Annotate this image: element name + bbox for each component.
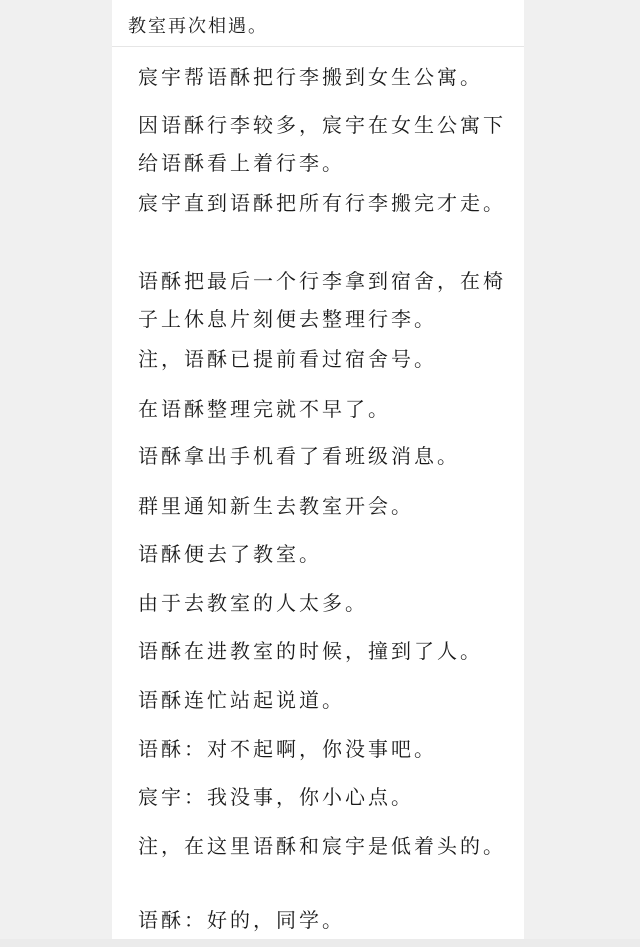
paragraph: 注，在这里语酥和宸宇是低着头的。 [138, 834, 506, 858]
paragraph: 语酥连忙站起说道。 [138, 688, 345, 712]
paragraph: 语酥拿出手机看了看班级消息。 [138, 444, 460, 468]
paragraph: 因语酥行李较多，宸宇在女生公寓下给语酥看上着行李。 [138, 113, 506, 175]
paragraph: 在语酥整理完就不早了。 [138, 397, 391, 421]
bottom-edge [0, 939, 640, 947]
paragraph: 语酥：对不起啊，你没事吧。 [138, 737, 437, 761]
paragraph: 由于去教室的人太多。 [138, 591, 368, 615]
paragraph: 语酥便去了教室。 [138, 542, 322, 566]
paragraph: 宸宇帮语酥把行李搬到女生公寓。 [138, 65, 483, 89]
paragraph: 语酥把最后一个行李拿到宿舍，在椅子上休息片刻便去整理行李。 [138, 269, 506, 331]
page-title: 教室再次相遇。 [128, 16, 268, 37]
paragraph: 语酥在进教室的时候，撞到了人。 [138, 639, 483, 663]
paragraph: 群里通知新生去教室开会。 [138, 494, 414, 518]
paragraph: 语酥：好的，同学。 [138, 908, 345, 932]
paragraph: 宸宇：我没事，你小心点。 [138, 785, 414, 809]
paragraph: 宸宇直到语酥把所有行李搬完才走。 [138, 191, 506, 215]
paragraph: 注，语酥已提前看过宿舍号。 [138, 347, 437, 371]
